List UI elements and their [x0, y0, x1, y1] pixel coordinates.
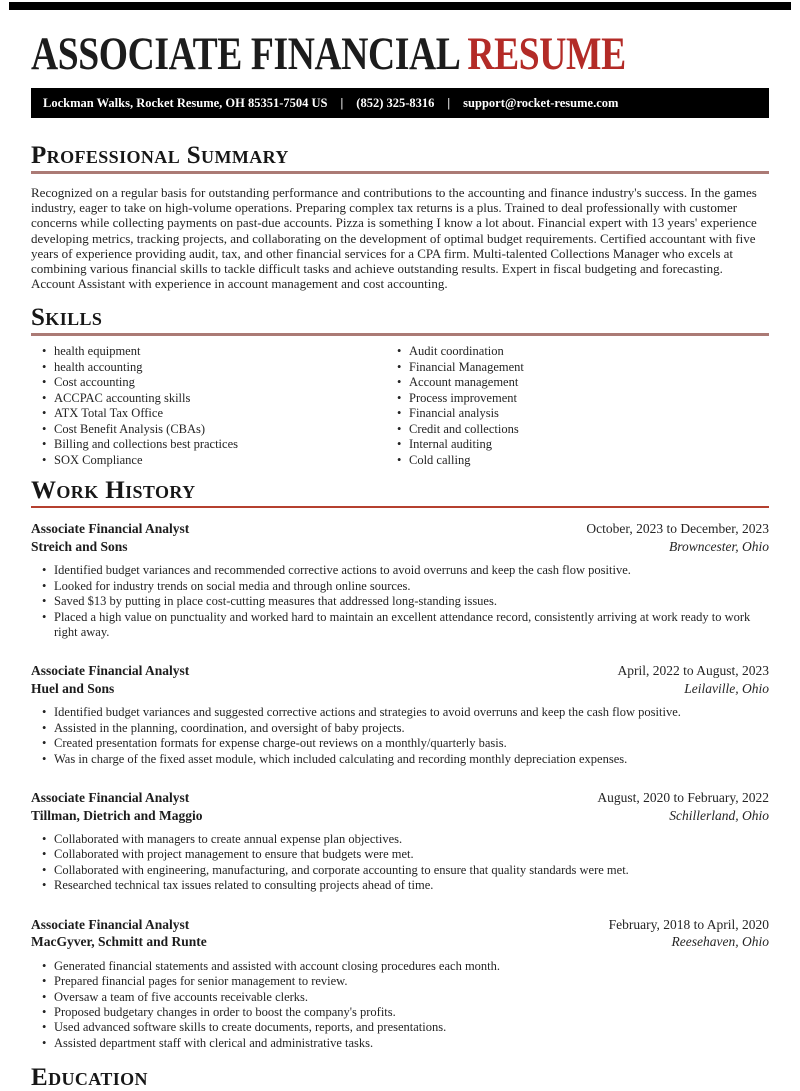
- job-company: Huel and Sons: [31, 680, 115, 696]
- section-rule-skills: [31, 333, 769, 336]
- section-heading-skills: Skills: [31, 304, 103, 332]
- skill-item: • ACCPAC accounting skills: [31, 391, 386, 407]
- job-location: Leilaville, Ohio: [684, 680, 769, 696]
- skill-item: • SOX Compliance: [31, 453, 386, 469]
- job-bullet: • Assisted in the planning, coordination, and oversight of baby projects.: [31, 721, 769, 736]
- skill-item: • Cost Benefit Analysis (CBAs): [31, 422, 386, 438]
- job-bullet: • Collaborated with managers to create annual expense plan objectives.: [31, 832, 769, 847]
- job-dates: August, 2020 to February, 2022: [597, 790, 769, 806]
- job-title: Associate Financial Analyst: [31, 790, 190, 806]
- skill-item: • Process improvement: [386, 391, 769, 407]
- job-bullet: • Used advanced software skills to create documents, reports, and presentations.: [31, 1020, 769, 1035]
- page-title-black: ASSOCIATE FINANCIAL: [31, 28, 459, 80]
- job-bullet: • Identified budget variances and suggested corrective actions and strategies to avoid overruns and keep the cash flow positive.: [31, 705, 769, 720]
- top-decor-bar: [9, 2, 791, 10]
- job-dates: October, 2023 to December, 2023: [586, 521, 769, 537]
- job-dates: April, 2022 to August, 2023: [617, 663, 769, 679]
- section-heading-education: Education: [31, 1064, 148, 1091]
- job-dates: February, 2018 to April, 2020: [608, 916, 769, 932]
- section-heading-work-history: Work History: [31, 477, 196, 505]
- job-bullet-list: [31, 832, 769, 894]
- skills-column-left: [31, 344, 386, 468]
- job-bullet: • Collaborated with engineering, manufacturing, and corporate accounting to ensure that quality standards were met.: [31, 863, 769, 878]
- job-bullet: • Saved $13 by putting in place cost-cutting measures that addressed long-standing issues.: [31, 594, 769, 609]
- job-header-row: [31, 916, 769, 934]
- job-bullet: • Looked for industry trends on social media and through online sources.: [31, 579, 769, 594]
- job-header-row: [31, 789, 769, 807]
- job-company: MacGyver, Schmitt and Runte: [31, 934, 207, 950]
- resume-body: [31, 143, 769, 1091]
- skill-item: • Financial Management: [386, 360, 769, 376]
- contact-separator: |: [340, 95, 344, 110]
- skill-item: • Cold calling: [386, 453, 769, 469]
- job-bullet: • Generated financial statements and assisted with account closing procedures each month.: [31, 959, 769, 974]
- skill-item: • Billing and collections best practices: [31, 437, 386, 453]
- skill-item: • Internal auditing: [386, 437, 769, 453]
- job-bullet: • Oversaw a team of five accounts receivable clerks.: [31, 990, 769, 1005]
- skills-column-right: [386, 344, 769, 468]
- skill-item: • Cost accounting: [31, 375, 386, 391]
- contact-address: Lockman Walks, Rocket Resume, OH 85351-7504 US: [43, 95, 328, 110]
- job-location: Browncester, Ohio: [669, 538, 769, 554]
- job-bullet-list: [31, 959, 769, 1051]
- job-bullet: • Created presentation formats for expense charge-out reviews on a monthly/quarterly basis.: [31, 736, 769, 751]
- job-bullet: • Was in charge of the fixed asset module, which included calculating and recording monthly depreciation expenses.: [31, 752, 769, 767]
- summary-text: Recognized on a regular basis for outstanding performance and contributions to the accounting and finance industry's success. In the games industry, eager to take on high-volume operations. Preparing complex tax returns is a plus. Trained to deal professionally with customer concerns while collecting payments on past-due accounts. Pizza is something I know a lot about. Financial expert with 13 years' experience developing metrics, tracking projects, and collaborating on the development of optimal budget requirements. Certified accountant with five years of experience providing audit, tax, and other financial services for a CPA firm. Multi-talented Collections Manager who excels at combining various financial skills to tackle difficult tasks and achieve outstanding results. Expert in fiscal budgeting and forecasting. Account Assistant with experience in account management and cost accounting.: [31, 185, 757, 292]
- job-bullet: • Prepared financial pages for senior management to review.: [31, 974, 769, 989]
- job-bullet: • Identified budget variances and recommended corrective actions to avoid overruns and keep the cash flow positive.: [31, 563, 769, 578]
- job-company: Streich and Sons: [31, 538, 128, 554]
- section-rule-summary: [31, 171, 769, 174]
- skill-item: • Audit coordination: [386, 344, 769, 360]
- job-header-row: [31, 520, 769, 538]
- job-location: Reesehaven, Ohio: [671, 934, 769, 950]
- skill-item: • health accounting: [31, 360, 386, 376]
- skill-item: • Financial analysis: [386, 406, 769, 422]
- section-rule-work-history: [31, 506, 769, 508]
- work-job: [31, 916, 769, 1051]
- contact-separator: |: [447, 95, 451, 110]
- skill-item: • ATX Total Tax Office: [31, 406, 386, 422]
- job-header-row: [31, 662, 769, 680]
- job-bullet: • Proposed budgetary changes in order to boost the company's profits.: [31, 1005, 769, 1020]
- skills-columns: [31, 344, 769, 468]
- job-company: Tillman, Dietrich and Maggio: [31, 807, 203, 823]
- work-job: [31, 662, 769, 767]
- skill-item: • Account management: [386, 375, 769, 391]
- job-subheader-row: [31, 680, 769, 698]
- contact-email: support@rocket-resume.com: [463, 95, 619, 110]
- skill-item: • health equipment: [31, 344, 386, 360]
- skill-item: • Credit and collections: [386, 422, 769, 438]
- job-title: Associate Financial Analyst: [31, 521, 190, 537]
- job-bullet: • Researched technical tax issues related to consulting projects ahead of time.: [31, 878, 769, 893]
- job-bullet-list: [31, 705, 769, 767]
- work-job: [31, 520, 769, 640]
- job-bullet: • Placed a high value on punctuality and worked hard to maintain an excellent attendance record, consistently arriving at work ready to work right away.: [31, 610, 769, 641]
- job-subheader-row: [31, 933, 769, 951]
- job-location: Schillerland, Ohio: [669, 807, 769, 823]
- page-title-red: RESUME: [467, 28, 626, 80]
- job-subheader-row: [31, 807, 769, 825]
- job-bullet: • Assisted department staff with clerical and administrative tasks.: [31, 1036, 769, 1051]
- work-job: [31, 789, 769, 894]
- job-subheader-row: [31, 538, 769, 556]
- section-heading-summary: Professional Summary: [31, 142, 289, 169]
- job-bullet-list: [31, 563, 769, 640]
- contact-bar: [31, 88, 769, 118]
- job-bullet: • Collaborated with project management to ensure that budgets were met.: [31, 847, 769, 862]
- page-title: [31, 28, 769, 80]
- job-title: Associate Financial Analyst: [31, 916, 190, 932]
- job-title: Associate Financial Analyst: [31, 663, 190, 679]
- page-title-text: [31, 28, 626, 80]
- contact-phone: (852) 325-8316: [356, 95, 435, 110]
